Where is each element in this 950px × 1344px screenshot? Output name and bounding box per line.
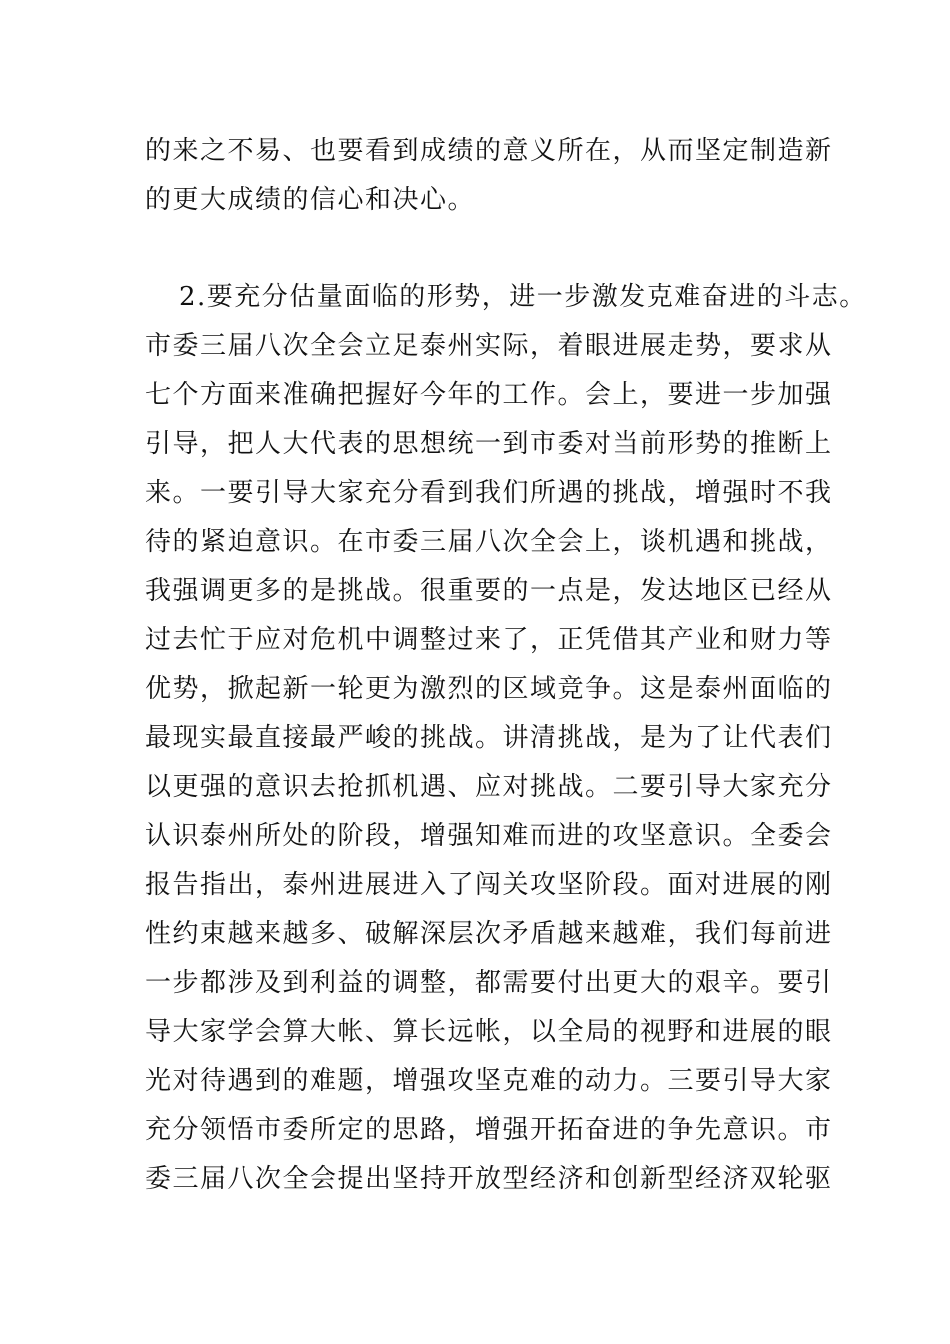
text-line: 引导，把人大代表的思想统一到市委对当前形势的推断上 (145, 429, 833, 459)
paragraph-point-2 (145, 273, 867, 1204)
text-line: 我强调更多的是挑战。很重要的一点是，发达地区已经从 (145, 576, 833, 606)
text-line: 光对待遇到的难题，增强攻坚克难的动力。三要引导大家 (145, 1066, 833, 1096)
text-line: 的来之不易、也要看到成绩的意义所在，从而坚定制造新 (145, 136, 833, 166)
text-line: 充分领悟市委所定的思路，增强开拓奋进的争先意识。市 (145, 1115, 833, 1145)
text-line-first: 2.要充分估量面临的形势，进一步激发克难奋进的斗志。 (179, 282, 867, 312)
text-line: 优势，掀起新一轮更为激烈的区域竞争。这是泰州面临的 (145, 674, 833, 704)
text-line: 一步都涉及到利益的调整，都需要付出更大的艰辛。要引 (145, 968, 833, 998)
text-line: 性约束越来越多、破解深层次矛盾越来越难，我们每前进 (145, 919, 833, 949)
text-line: 的更大成绩的信心和决心。 (145, 185, 476, 215)
text-line: 待的紧迫意识。在市委三届八次全会上，谈机遇和挑战， (145, 527, 833, 557)
text-line: 过去忙于应对危机中调整过来了，正凭借其产业和财力等 (145, 625, 833, 655)
text-line: 最现实最直接最严峻的挑战。讲清挑战，是为了让代表们 (145, 723, 833, 753)
text-line: 报告指出，泰州进展进入了闯关攻坚阶段。面对进展的刚 (145, 870, 833, 900)
text-line: 市委三届八次全会立足泰州实际，着眼进展走势，要求从 (145, 331, 833, 361)
text-line: 导大家学会算大帐、算长远帐，以全局的视野和进展的眼 (145, 1017, 833, 1047)
text-line: 委三届八次全会提出坚持开放型经济和创新型经济双轮驱 (145, 1164, 833, 1194)
paragraph-continuation (145, 127, 835, 225)
text-line: 以更强的意识去抢抓机遇、应对挑战。二要引导大家充分 (145, 772, 833, 802)
text-line: 认识泰州所处的阶段，增强知难而进的攻坚意识。全委会 (145, 821, 833, 851)
text-line: 来。一要引导大家充分看到我们所遇的挑战，增强时不我 (145, 478, 833, 508)
text-line: 七个方面来准确把握好今年的工作。会上，要进一步加强 (145, 380, 833, 410)
